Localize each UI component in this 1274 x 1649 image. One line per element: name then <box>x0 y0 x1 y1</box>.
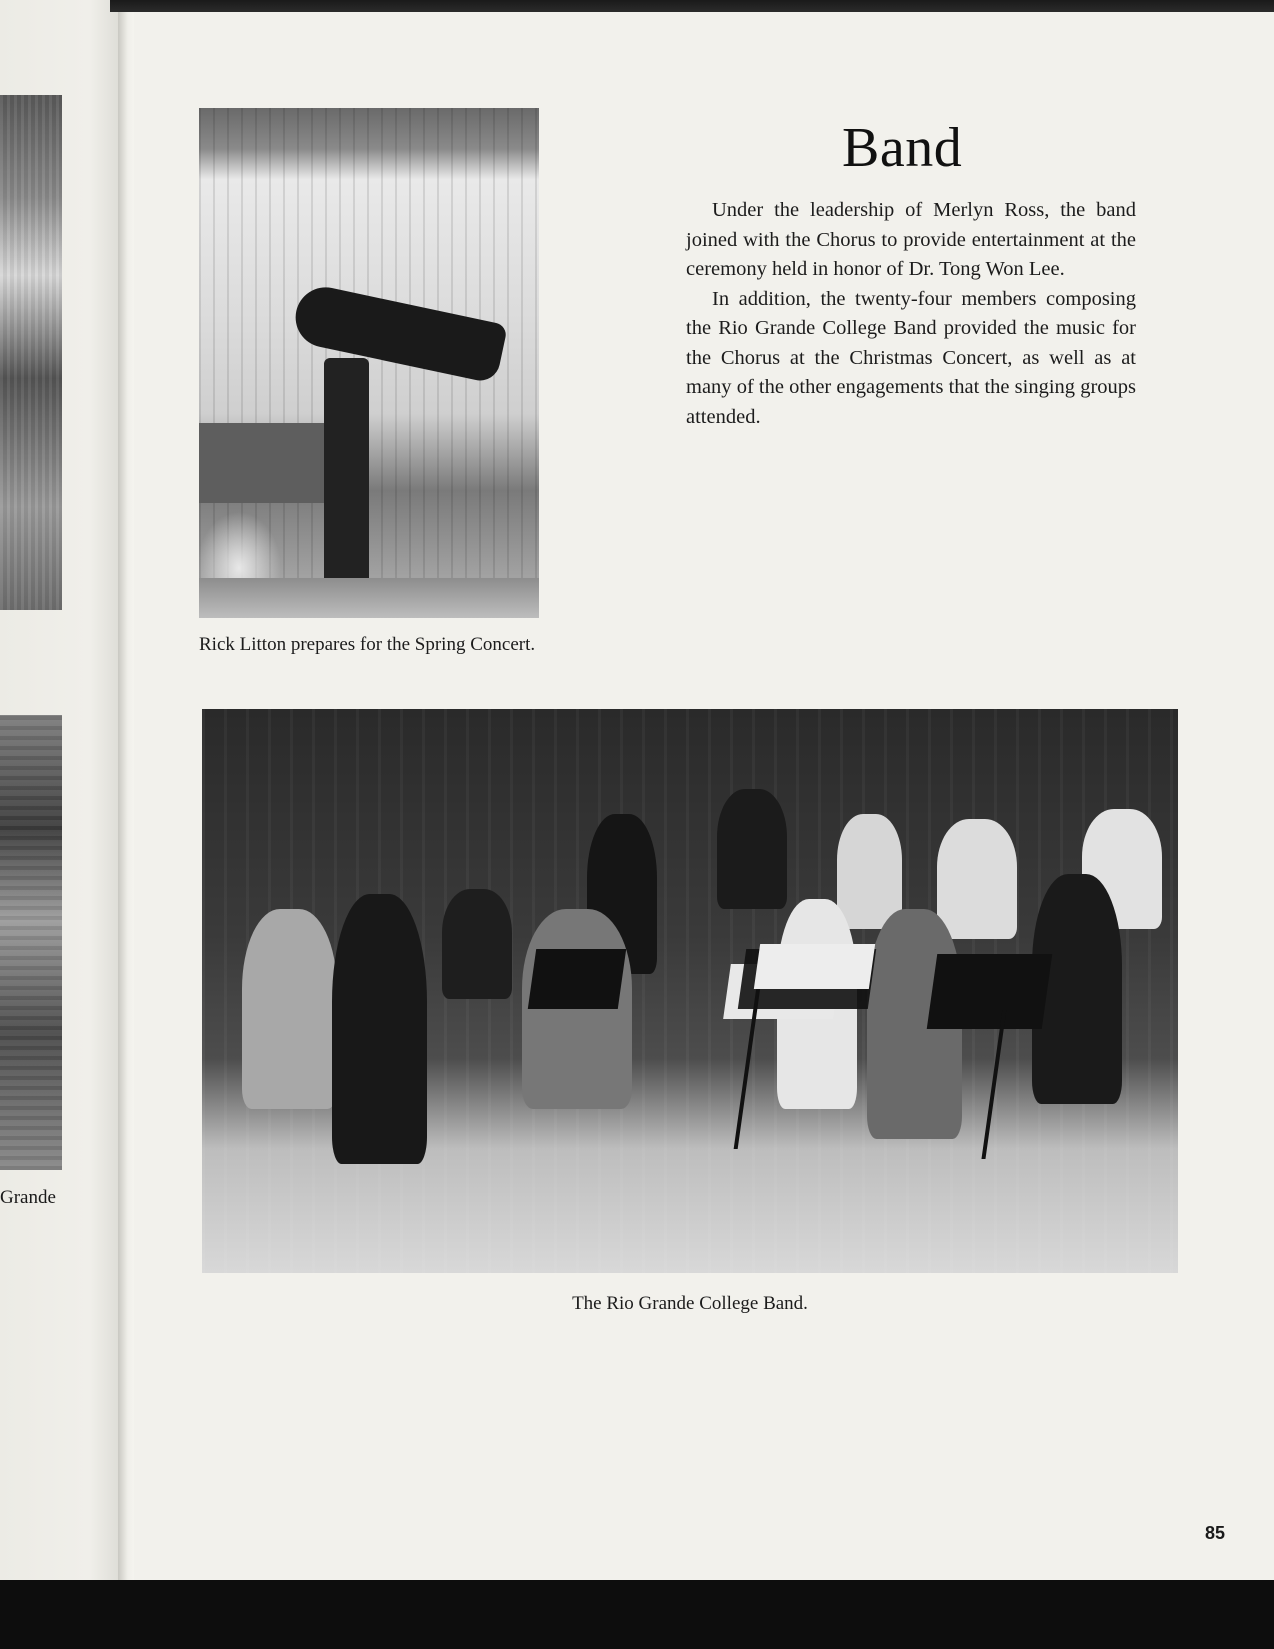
music-stand <box>754 944 875 989</box>
left-page-photo-top <box>0 95 62 610</box>
band-member-figure <box>937 819 1017 939</box>
music-stand <box>927 954 1053 1029</box>
chorus-photo <box>199 108 539 618</box>
band-member-figure <box>522 909 632 1109</box>
band-member-figure <box>717 789 787 909</box>
band-photo <box>202 709 1178 1273</box>
music-stand <box>981 1009 1006 1159</box>
band-photo-caption: The Rio Grande College Band. <box>572 1293 808 1314</box>
left-page-caption-fragment: Grande <box>0 1187 56 1208</box>
article-paragraph: In addition, the twenty-four members composing the Rio Grande College Band provided the music for the Chorus at the Christmas Concert, as well as at many of the other engagements that the singing groups attended. <box>686 287 1136 428</box>
conductor-figure <box>290 282 508 384</box>
band-member-figure <box>442 889 512 999</box>
chorus-photo-caption: Rick Litton prepares for the Spring Concert. <box>199 634 536 655</box>
stage-floor <box>199 578 539 618</box>
scan-top-edge <box>110 0 1274 12</box>
page-title: Band <box>842 117 963 179</box>
stage-table <box>199 423 324 503</box>
left-page-photo-bottom <box>0 715 62 1170</box>
band-member-figure <box>837 814 902 929</box>
page-number: 85 <box>1205 1523 1226 1543</box>
article-body <box>686 196 1136 432</box>
book-gutter <box>118 0 134 1580</box>
band-member-figure <box>332 894 427 1164</box>
article-paragraph: Under the leadership of Merlyn Ross, the band joined with the Chorus to provide entertainment at the ceremony held in honor of Dr. Tong Won Lee. <box>686 199 1136 280</box>
band-member-figure <box>242 909 337 1109</box>
scan-bottom-edge <box>0 1580 1274 1649</box>
music-stand <box>528 949 626 1009</box>
